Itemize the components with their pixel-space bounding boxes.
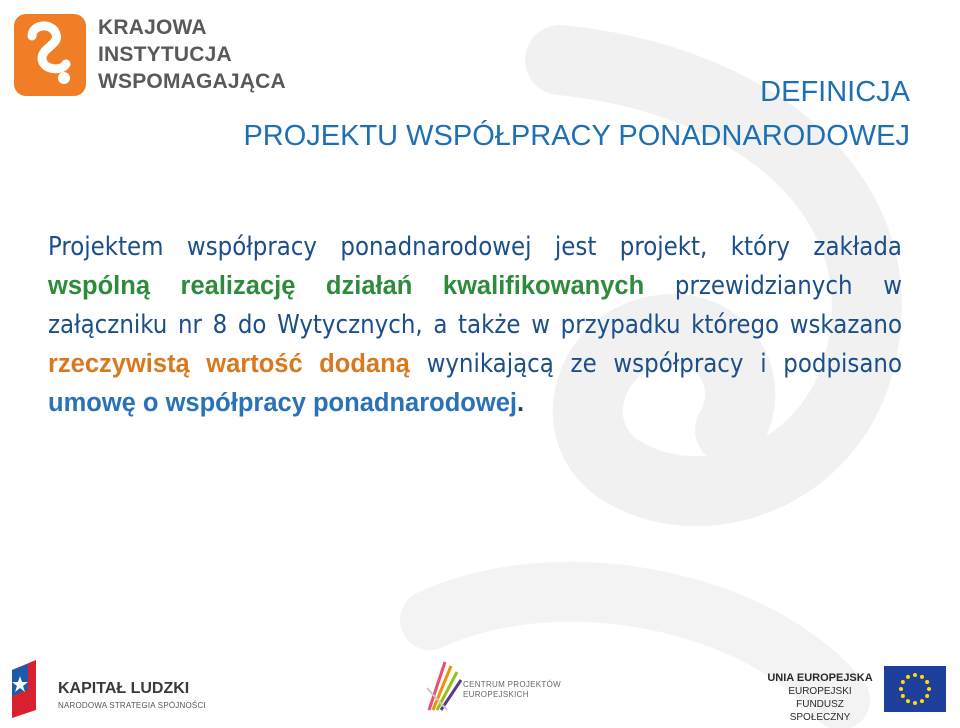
- eu-flag-icon: [884, 666, 946, 712]
- eu-star: [927, 687, 931, 691]
- cpe-line-1: CENTRUM PROJEKTÓW: [463, 680, 561, 689]
- kiw-line-2: INSTYTUCJA: [98, 43, 232, 66]
- eu-line-2: EUROPEJSKI: [788, 686, 852, 697]
- eu-star: [920, 699, 924, 703]
- title-definicja: DEFINICJA: [760, 76, 910, 108]
- kapital-ludzki-name: KAPITAŁ LUDZKI: [58, 680, 190, 697]
- highlight-orange: rzeczywistą wartość dodaną: [48, 350, 410, 378]
- kiw-line-1: KRAJOWA: [98, 16, 207, 39]
- kapital-ludzki-flag-icon: [8, 660, 48, 718]
- kiw-logo-mark-icon: [12, 12, 88, 98]
- eu-line-3: FUNDUSZ SPOŁECZNY: [789, 699, 851, 723]
- kiw-logo-text: [98, 14, 286, 95]
- text-part-3: wynikającą ze współpracy i podpisano: [409, 349, 902, 379]
- eu-line-1: UNIA EUROPEJSKA: [767, 672, 873, 684]
- kiw-line-3: WSPOMAGAJĄCA: [98, 70, 286, 93]
- eu-star: [920, 675, 924, 679]
- eu-star: [925, 680, 929, 684]
- cpe-logo: [425, 658, 561, 718]
- text-end: .: [516, 389, 525, 417]
- text-part-2: przewidzianych w załączniku nr 8 do Wytycznych, a także w przypadku którego wskazano: [48, 271, 903, 340]
- cpe-logo-mark-icon: [425, 658, 465, 714]
- eu-logo: [766, 662, 946, 723]
- eu-star: [906, 699, 910, 703]
- kiw-logo: [12, 10, 286, 102]
- highlight-blue: umowę o współpracy ponadnarodowej: [48, 389, 517, 417]
- eu-logo-text: [766, 672, 874, 724]
- highlight-green: wspólną realizację działań kwalifikowanych: [48, 272, 645, 300]
- title-subject: PROJEKTU WSPÓŁPRACY PONADNARODOWEJ: [243, 120, 910, 152]
- text-part-1: Projektem współpracy ponadnarodowej jest projekt, który zakłada: [48, 232, 902, 262]
- eu-star: [913, 673, 917, 677]
- definition-paragraph: [48, 228, 902, 423]
- cpe-logo-text: [463, 680, 561, 700]
- kapital-ludzki-logo: [8, 660, 206, 718]
- eu-star: [901, 694, 905, 698]
- kapital-ludzki-subtitle: NARODOWA STRATEGIA SPÓJNOŚCI: [58, 701, 206, 710]
- eu-star: [906, 675, 910, 679]
- cpe-line-2: EUROPEJSKICH: [463, 690, 529, 699]
- eu-star: [901, 680, 905, 684]
- eu-star: [913, 701, 917, 705]
- eu-star: [899, 687, 903, 691]
- eu-star: [925, 694, 929, 698]
- footer-logos: [0, 650, 960, 728]
